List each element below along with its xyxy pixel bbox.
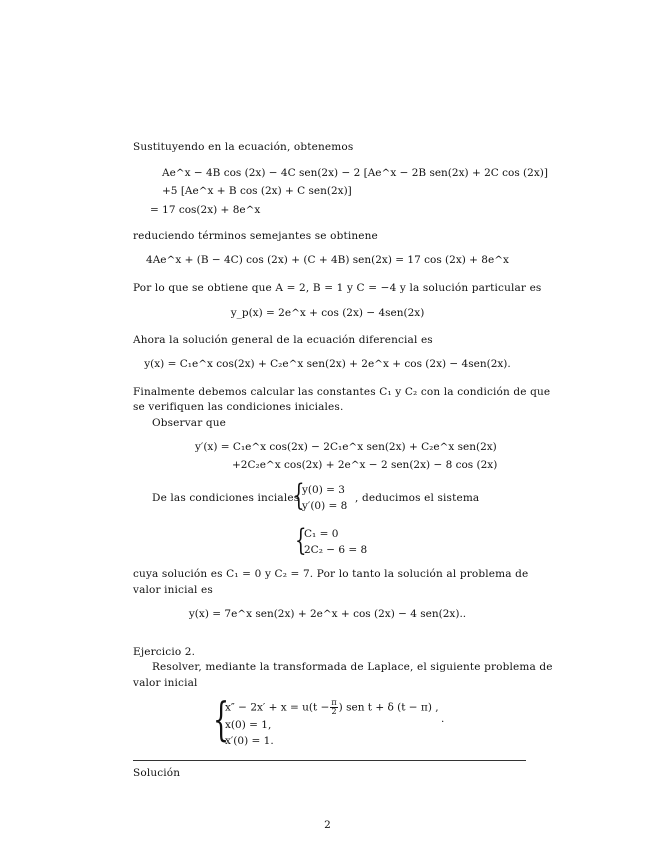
system-line-2: 2C₂ − 6 = 8 — [304, 544, 368, 556]
exercise-statement-line-1: Resolver, mediante la transformada de Laplace, el siguiente problema de — [152, 661, 553, 673]
equation-2: 4Ae^x + (B − 4C) cos (2x) + (C + 4B) sen(2x) = 17 cos (2x) + 8e^x — [146, 254, 509, 266]
intro-particular-solution: Por lo que se obtiene que A = 2, B = 1 y C = −4 y la solución particular es — [133, 282, 542, 294]
equation-1-line-3: = 17 cos(2x) + 8e^x — [150, 204, 261, 216]
intro-observe: Observar que — [152, 417, 226, 429]
condition-y-prime-0: y′(0) = 8 — [302, 500, 348, 512]
problem-initial-x-prime-0: x′(0) = 1. — [225, 735, 274, 747]
page-number: 2 — [324, 819, 331, 831]
intro-constants-line-1: Finalmente debemos calcular las constantes C₁ y C₂ con la condición de que — [133, 386, 551, 398]
equation-3: y_p(x) = 2e^x + cos (2x) − 4sen(2x) — [230, 307, 425, 319]
problem-trailing-dot: . — [441, 713, 445, 725]
horizontal-rule — [133, 760, 526, 761]
conditions-suffix: , deducimos el sistema — [355, 492, 480, 504]
solution-text-line-1: cuya solución es C₁ = 0 y C₂ = 7. Por lo tanto la solución al problema de — [133, 568, 529, 580]
problem-equation-part-b: ) sen t + δ (t − π) , — [338, 701, 439, 714]
problem-equation — [225, 699, 439, 716]
intro-general-solution: Ahora la solución general de la ecuación diferencial es — [133, 334, 433, 346]
equation-6: y(x) = 7e^x sen(2x) + 2e^x + cos (2x) − 4 sen(2x).. — [188, 608, 467, 620]
equation-5-line-1: y′(x) = C₁e^x cos(2x) − 2C₁e^x sen(2x) + C₂e^x sen(2x) — [195, 441, 497, 453]
problem-initial-x0: x(0) = 1, — [225, 719, 272, 731]
fraction-numerator: π — [331, 698, 337, 707]
exercise-title: Ejercicio 2. — [133, 646, 196, 658]
fraction-denominator: 2 — [331, 707, 337, 716]
intro-substituting: Sustituyendo en la ecuación, obtenemos — [133, 141, 354, 153]
left-brace-conditions: { — [293, 478, 305, 513]
pi-over-two-fraction — [330, 699, 337, 716]
equation-4: y(x) = C₁e^x cos(2x) + C₂e^x sen(2x) + 2e^x + cos (2x) − 4sen(2x). — [144, 358, 511, 370]
problem-equation-part-a: x″ − 2x′ + x = u(t − — [225, 701, 330, 714]
system-line-1: C₁ = 0 — [304, 528, 339, 540]
equation-5-line-2: +2C₂e^x cos(2x) + 2e^x − 2 sen(2x) − 8 cos (2x) — [232, 459, 498, 471]
left-brace-system: { — [295, 523, 307, 558]
equation-1-line-1: Ae^x − 4B cos (2x) − 4C sen(2x) − 2 [Ae^x − 2B sen(2x) + 2C cos (2x)] — [162, 167, 548, 179]
solution-heading: Solución — [133, 767, 181, 779]
equation-1-line-2: +5 [Ae^x + B cos (2x) + C sen(2x)] — [162, 185, 352, 197]
conditions-prefix: De las condiciones inciales — [152, 492, 300, 504]
condition-y0: y(0) = 3 — [302, 484, 345, 496]
exercise-statement-line-2: valor inicial — [133, 677, 198, 689]
solution-text-line-2: valor inicial es — [133, 584, 213, 596]
intro-reducing: reduciendo términos semejantes se obtinene — [133, 230, 378, 242]
intro-constants-line-2: se verifiquen las condiciones iniciales. — [133, 401, 344, 413]
left-brace-problem: { — [213, 692, 230, 746]
